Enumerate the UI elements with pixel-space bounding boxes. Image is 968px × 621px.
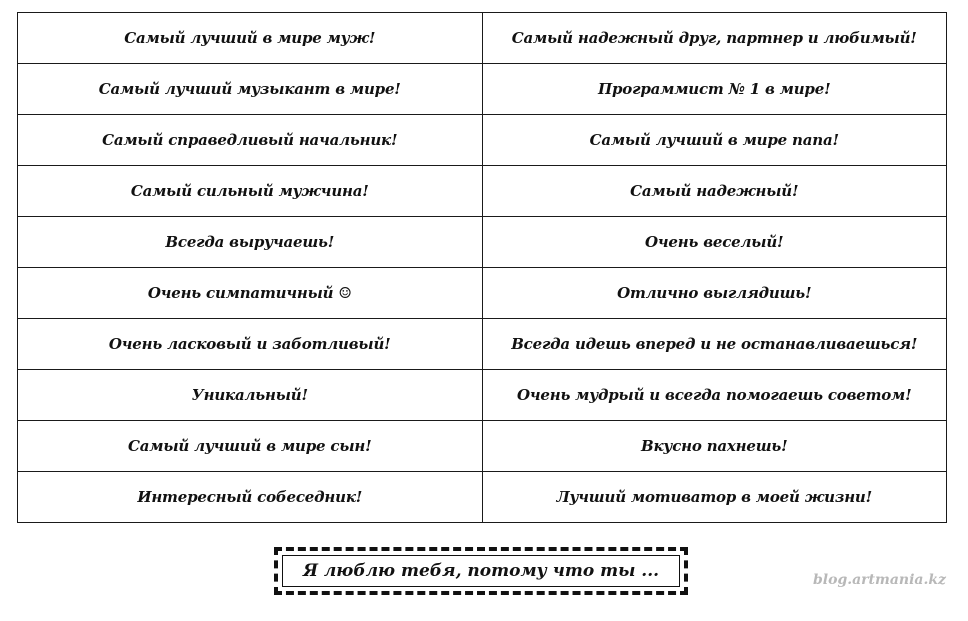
table-cell: Интересный собеседник! <box>18 472 483 523</box>
table-row <box>18 421 947 472</box>
table-cell: Самый справедливый начальник! <box>18 115 483 166</box>
title-banner <box>274 547 688 595</box>
table-cell: Очень ласковый и заботливый! <box>18 319 483 370</box>
table-cell: Программист № 1 в мире! <box>482 64 947 115</box>
table-cell: Очень веселый! <box>482 217 947 268</box>
table-row <box>18 268 947 319</box>
table-cell: Самый надежный! <box>482 166 947 217</box>
table-cell: Самый лучший в мире папа! <box>482 115 947 166</box>
table-cell: Самый надежный друг, партнер и любимый! <box>482 13 947 64</box>
table-cell: Очень мудрый и всегда помогаешь советом! <box>482 370 947 421</box>
table-cell: Лучший мотиватор в моей жизни! <box>482 472 947 523</box>
table-row <box>18 319 947 370</box>
watermark: blog.artmania.kz <box>813 572 946 588</box>
table-row <box>18 64 947 115</box>
table-cell: Вкусно пахнешь! <box>482 421 947 472</box>
table-cell: Самый лучший в мире сын! <box>18 421 483 472</box>
table-cell: Самый лучший музыкант в мире! <box>18 64 483 115</box>
table-cell: Самый лучший в мире муж! <box>18 13 483 64</box>
table-cell: Отлично выглядишь! <box>482 268 947 319</box>
table-row <box>18 115 947 166</box>
compliments-table-body <box>18 13 947 523</box>
table-row <box>18 13 947 64</box>
table-row <box>18 370 947 421</box>
table-row <box>18 217 947 268</box>
table-row <box>18 166 947 217</box>
table-cell: Всегда выручаешь! <box>18 217 483 268</box>
table-row <box>18 472 947 523</box>
table-cell: Очень симпатичный ☺ <box>18 268 483 319</box>
banner-text: Я люблю тебя, потому что ты ... <box>302 561 660 581</box>
table-cell: Всегда идешь вперед и не останавливаешься! <box>482 319 947 370</box>
table-cell: Уникальный! <box>18 370 483 421</box>
compliments-table <box>17 12 947 523</box>
table-cell: Самый сильный мужчина! <box>18 166 483 217</box>
